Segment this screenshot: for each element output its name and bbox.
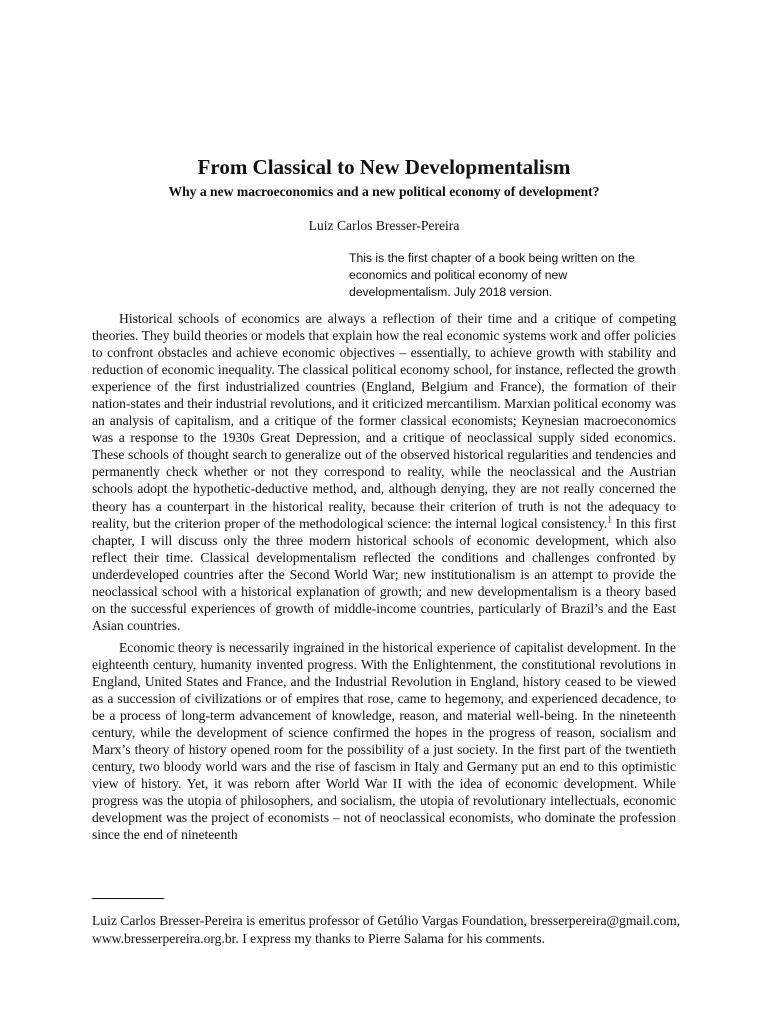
body-text [92, 310, 676, 888]
version-note: This is the first chapter of a book being written on the economics and political economy of new developmentalism. July 2018 version. [349, 251, 635, 299]
footnote-text: Luiz Carlos Bresser-Pereira is emeritus professor of Getúlio Vargas Foundation, bresserpereira@gmail.com, www.bresserpereira.org.br. I express my thanks to Pierre Salama for his comments. [92, 913, 681, 946]
paper-subtitle: Why a new macroeconomics and a new political economy of development? [168, 184, 600, 199]
footnote-reference[interactable]: 1 [607, 514, 612, 525]
paragraph-2: Economic theory is necessarily ingrained in the historical experience of capitalist development. In the eighteenth century, humanity invented progress. With the Enlightenment, the constitutional revolutions in England, United States and France, and the Industrial Revolution in England, history ceased to be viewed as a succession of civilizations or of empires that rose, came to hegemony, and experienced decadence, to be a process of long-term advancement of knowledge, reason, and material well-being. In the nineteenth century, while the development of science confirmed the hopes in the progress of reason, socialism and Marx’s theory of history opened room for the possibility of a just society. In the first part of the twentieth century, two bloody world wars and the rise of fascism in Italy and Germany put an end to this optimistic view of history. Yet, it was reborn after World War II with the idea of economic development. While progress was the utopia of philosophers, and socialism, the utopia of revolutionary intellectuals, economic development was the project of economists – not of neoclassical economists, who dominate the profession since the end of nineteenth [92, 639, 676, 843]
paragraph-1 [92, 310, 676, 634]
paragraph-1-continuation: In this first chapter, I will discuss only the three modern historical schools of economic development, which also reflect their time. Classical developmentalism reflected the conditions and challenges confronted by underdeveloped countries after the Second World War; new institutionalism is an attempt to provide the neoclassical school with a historical explanation of growth; and new developmentalism is a theory based on the successful experiences of growth of middle-income countries, particularly of Brazil’s and the East Asian countries. [92, 515, 676, 633]
paragraph-1-text: Historical schools of economics are always a reflection of their time and a critique of competing theories. They build theories or models that explain how the real economic systems work and offer policies to confront obstacles and achieve economic objectives – essentially, to achieve growth with stability and reduction of economic inequality. The classical political economy school, for instance, reflected the growth experience of the first industrialized countries (England, Belgium and France), the formation of their nation-states and their industrial revolutions, and it criticized mercantilism. Marxian political economy was an analysis of capitalism, and a critique of the former classical economists; Keynesian macroeconomics was a response to the 1930s Great Depression, and a critique of neoclassical supply sided economics. These schools of thought search to generalize out of the observed historical regularities and tendencies and permanently check whether or not they correspond to reality, while the neoclassical and the Austrian schools adopt the hypothetic-deductive method, and, although denying, they are not really concerned the theory has a counterpart in the historical reality, because their criterion of truth is not the adequacy to reality, but the criterion proper of the methodological science: the internal logical consistency. [92, 311, 676, 531]
footnote-separator [92, 898, 164, 899]
author-name: Luiz Carlos Bresser-Pereira [308, 218, 460, 233]
paper-title: From Classical to New Developmentalism [197, 155, 571, 179]
